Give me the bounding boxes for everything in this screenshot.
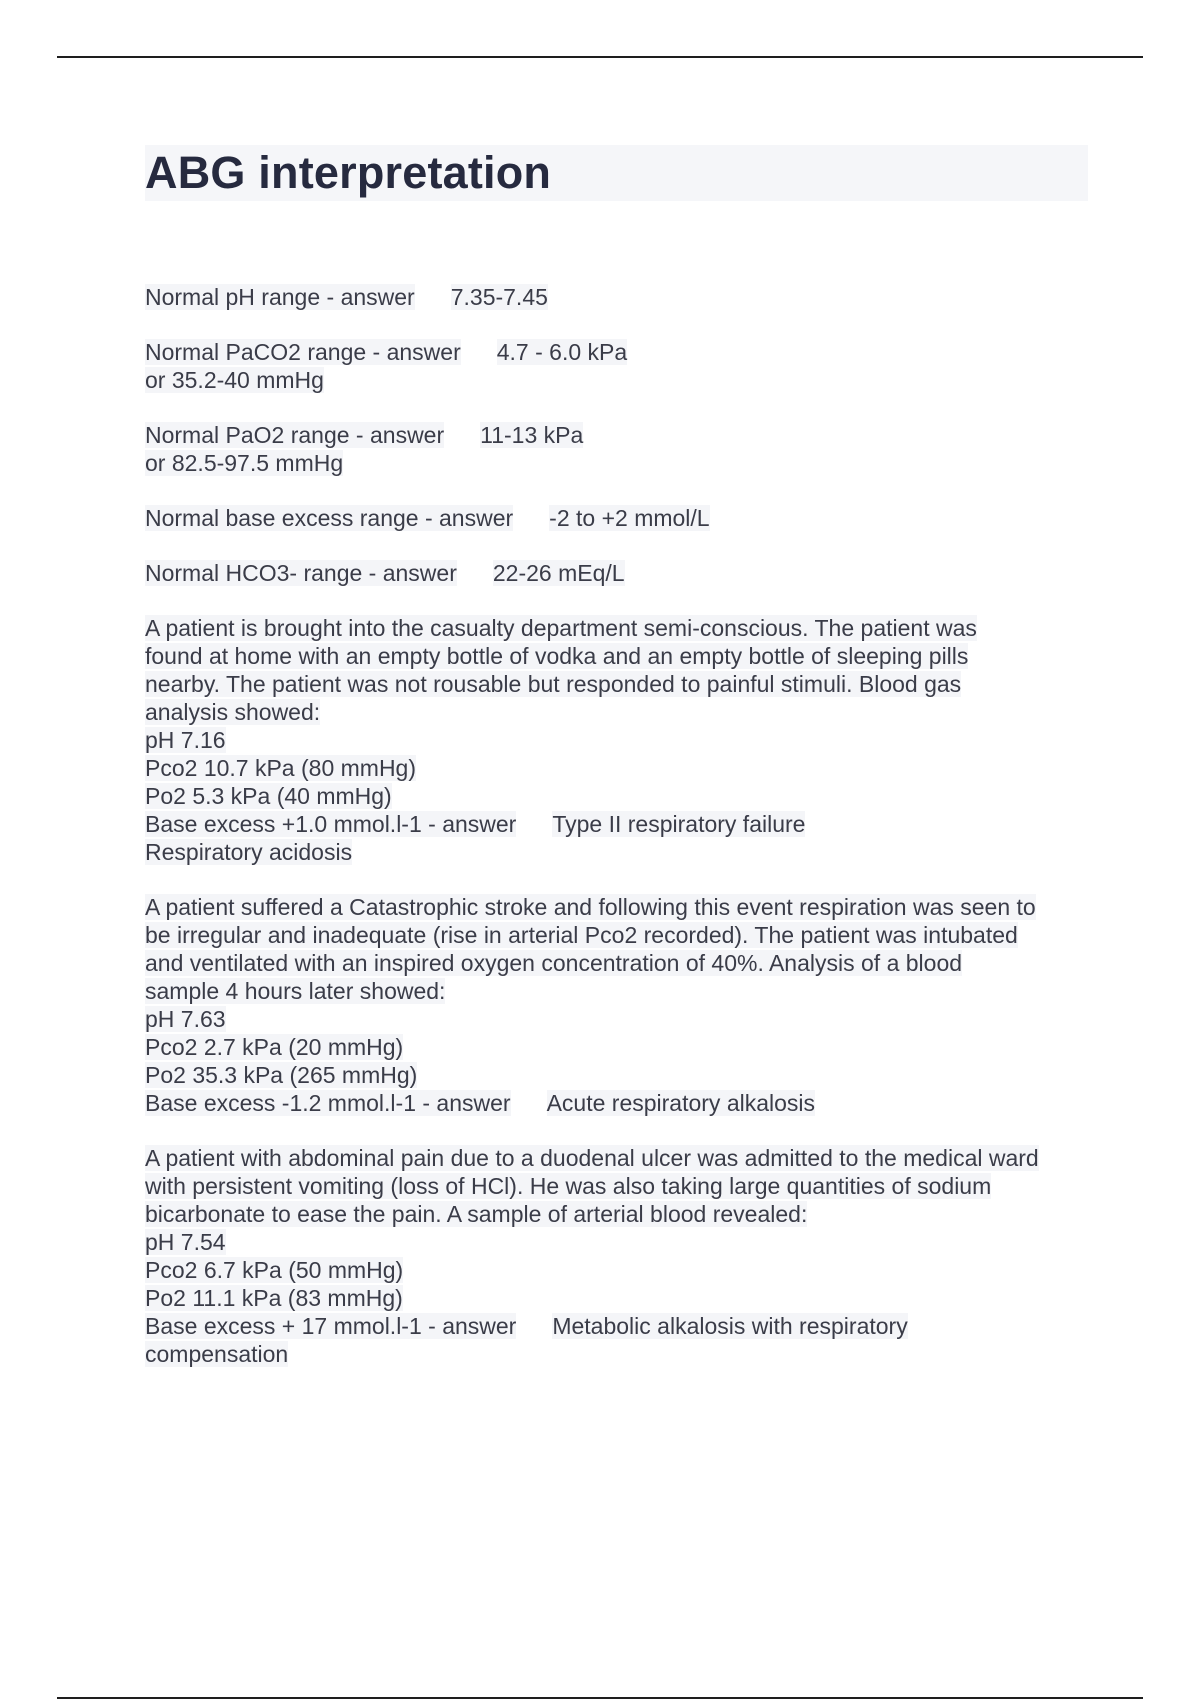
question-line: A patient with abdominal pain due to a duodenal ulcer was admitted to the medical ward xyxy=(145,1145,1039,1171)
question-line: be irregular and inadequate (rise in arterial Pco2 recorded). The patient was intubated xyxy=(145,922,1018,948)
answer-continuation: or 82.5-97.5 mmHg xyxy=(145,450,344,476)
question-text: Normal PaCO2 range - answer xyxy=(145,339,461,365)
answer-continuation: or 35.2-40 mmHg xyxy=(145,367,324,393)
question-line: and ventilated with an inspired oxygen concentration of 40%. Analysis of a blood xyxy=(145,950,963,976)
question-text: Base excess -1.2 mmol.l-1 - answer xyxy=(145,1090,511,1116)
flashcard xyxy=(145,614,1095,866)
question-text: Normal HCO3- range - answer xyxy=(145,560,457,586)
answer-text: Acute respiratory alkalosis xyxy=(546,1090,816,1116)
answer-text: 11-13 kPa xyxy=(480,422,584,448)
question-line: Pco2 2.7 kPa (20 mmHg) xyxy=(145,1034,404,1060)
question-line: pH 7.54 xyxy=(145,1229,226,1255)
bottom-rule xyxy=(57,1697,1143,1699)
flashcard xyxy=(145,1144,1095,1368)
flashcard xyxy=(145,283,1095,311)
answer-text: 22-26 mEq/L xyxy=(492,560,625,586)
answer-text: Metabolic alkalosis with respiratory xyxy=(552,1313,908,1339)
question-line: analysis showed: xyxy=(145,699,321,725)
question-line: bicarbonate to ease the pain. A sample of arterial blood revealed: xyxy=(145,1201,808,1227)
question-line: A patient suffered a Catastrophic stroke and following this event respiration was seen to xyxy=(145,894,1036,920)
flashcard-list xyxy=(145,283,1095,1395)
question-line: Po2 11.1 kPa (83 mmHg) xyxy=(145,1285,403,1311)
answer-text: Type II respiratory failure xyxy=(552,811,806,837)
question-line: pH 7.63 xyxy=(145,1006,226,1032)
answer-text: 4.7 - 6.0 kPa xyxy=(496,339,628,365)
question-line: Pco2 6.7 kPa (50 mmHg) xyxy=(145,1257,404,1283)
question-line: nearby. The patient was not rousable but responded to painful stimuli. Blood gas xyxy=(145,671,962,697)
question-line: Po2 35.3 kPa (265 mmHg) xyxy=(145,1062,418,1088)
flashcard xyxy=(145,893,1095,1117)
question-line: found at home with an empty bottle of vodka and an empty bottle of sleeping pills xyxy=(145,643,969,669)
question-line: sample 4 hours later showed: xyxy=(145,978,446,1004)
question-text: Normal pH range - answer xyxy=(145,284,415,310)
question-line: Po2 5.3 kPa (40 mmHg) xyxy=(145,783,392,809)
question-line: with persistent vomiting (loss of HCl). He was also taking large quantities of sodium xyxy=(145,1173,992,1199)
question-text: Base excess +1.0 mmol.l-1 - answer xyxy=(145,811,517,837)
page-title: ABG interpretation xyxy=(145,147,552,198)
flashcard xyxy=(145,559,1095,587)
flashcard xyxy=(145,421,1095,477)
question-line: A patient is brought into the casualty department semi-conscious. The patient was xyxy=(145,615,977,641)
question-text: Normal PaO2 range - answer xyxy=(145,422,445,448)
question-text: Normal base excess range - answer xyxy=(145,505,514,531)
question-line: pH 7.16 xyxy=(145,727,226,753)
question-text: Base excess + 17 mmol.l-1 - answer xyxy=(145,1313,517,1339)
answer-text: -2 to +2 mmol/L xyxy=(549,505,710,531)
flashcard xyxy=(145,338,1095,394)
question-line: Pco2 10.7 kPa (80 mmHg) xyxy=(145,755,417,781)
flashcard xyxy=(145,504,1095,532)
answer-continuation: compensation xyxy=(145,1341,289,1367)
top-rule xyxy=(57,56,1143,58)
answer-text: 7.35-7.45 xyxy=(450,284,548,310)
answer-continuation: Respiratory acidosis xyxy=(145,839,353,865)
